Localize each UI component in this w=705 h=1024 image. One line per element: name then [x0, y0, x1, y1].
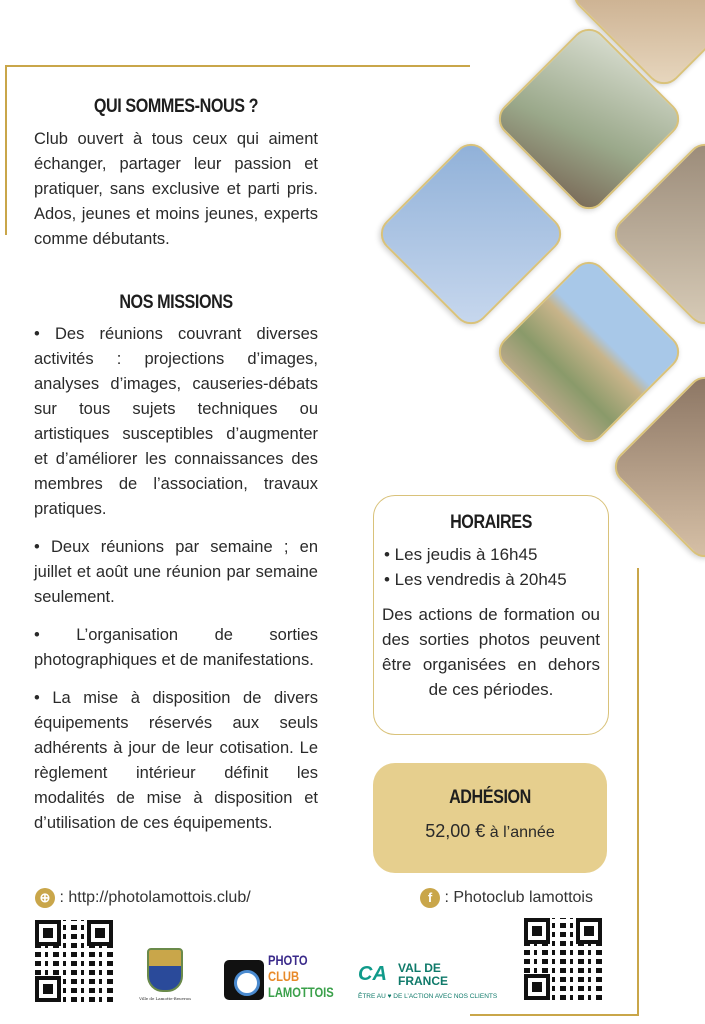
- facebook-qr-code: [524, 918, 602, 1000]
- adhesion-period: à l’année: [485, 824, 555, 841]
- facebook-link[interactable]: [420, 888, 593, 908]
- ville-logo: [135, 948, 195, 1001]
- photo-club-logo: [222, 952, 334, 1004]
- website-qr-code: [35, 920, 113, 1002]
- gold-border-right: [637, 568, 639, 1016]
- club-logo-lamottois: LAMOTTOIS: [268, 984, 334, 1000]
- horaire-item: • Les jeudis à 16h45: [384, 545, 538, 564]
- coat-of-arms-icon: [147, 948, 183, 992]
- facebook-name[interactable]: : Photoclub lamottois: [444, 889, 593, 907]
- missions-title: NOS MISSIONS: [119, 292, 233, 313]
- gold-border-top: [5, 65, 470, 67]
- camera-icon: [224, 960, 264, 1000]
- adhesion-title: ADHÉSION: [449, 787, 531, 808]
- facebook-icon: f: [420, 888, 440, 908]
- missions-list: [34, 322, 318, 849]
- bank-name-line2: FRANCE: [398, 974, 448, 988]
- ca-mark-icon: CA: [358, 963, 387, 985]
- website-url[interactable]: : http://photolamottois.club/: [59, 889, 251, 907]
- horaires-title: HORAIRES: [450, 512, 532, 533]
- bank-slogan: ÊTRE AU ♥ DE L’ACTION AVEC NOS CLIENTS: [358, 993, 498, 1000]
- mission-item: • L’organisation de sorties photographiques et de manifestations.: [34, 626, 318, 669]
- horaires-box: [373, 495, 609, 735]
- bank-name-line1: VAL DE: [398, 961, 441, 975]
- ville-logo-text: Ville de Lamotte-Beuvron: [139, 996, 191, 1001]
- website-link[interactable]: [35, 888, 251, 908]
- mission-item: • La mise à disposition de divers équipements réservés aux seuls adhérents à jour de leur cotisation. Le règlement intérieur définit les modalités de mise à disposition et d’utilisation de ces équipements.: [34, 689, 318, 832]
- about-paragraph: Club ouvert à tous ceux qui aiment échanger, partager leur passion et pratiquer, sans exclusive et parti pris. Ados, jeunes et moins jeunes, experts comme débutants.: [34, 130, 318, 248]
- club-logo-photo: PHOTO: [268, 952, 308, 968]
- horaires-note: Des actions de formation ou des sorties photos peuvent être organisées en dehors de ces périodes.: [382, 605, 600, 699]
- about-text: [34, 127, 318, 265]
- globe-icon: ⊕: [35, 888, 55, 908]
- adhesion-box: [373, 763, 607, 873]
- horaire-item: • Les vendredis à 20h45: [384, 570, 567, 589]
- mission-item: • Des réunions couvrant diverses activités : projections d’images, analyses d’images, causeries-débats sur tous sujets techniques ou artistiques susceptibles d’augmenter et d’améliorer les connaissances des membres de l’association, travaux pratiques.: [34, 325, 318, 518]
- gold-border-left: [5, 65, 7, 235]
- gold-border-bottom: [470, 1014, 639, 1016]
- club-logo-club: CLUB: [268, 968, 300, 984]
- about-title: QUI SOMMES-NOUS ?: [93, 96, 259, 117]
- mission-item: • Deux réunions par semaine ; en juillet et août une réunion par semaine seulement.: [34, 538, 318, 606]
- adhesion-price: 52,00 €: [425, 821, 486, 841]
